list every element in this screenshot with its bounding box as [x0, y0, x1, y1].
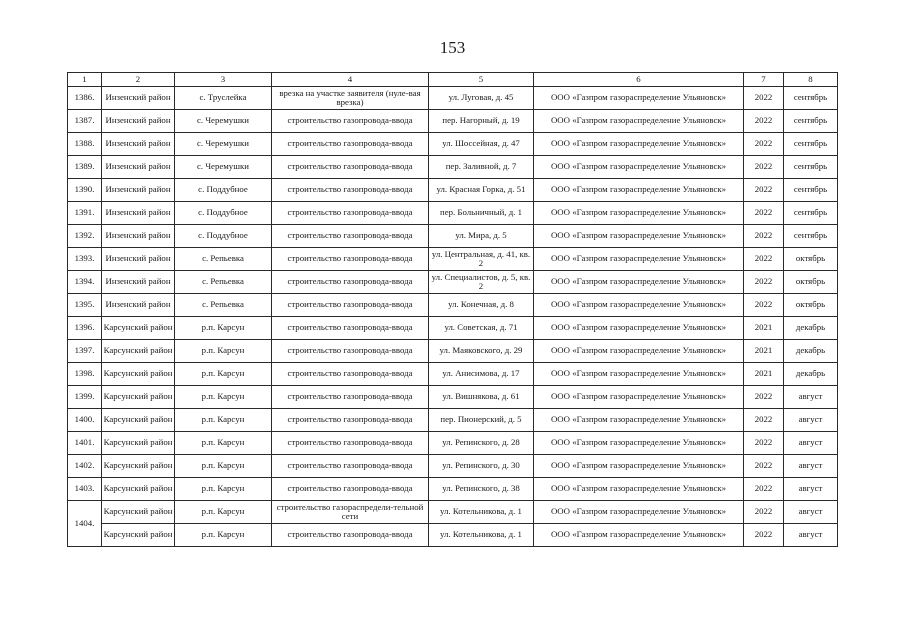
table-row: [68, 501, 838, 524]
row-number: 1397.: [68, 340, 102, 363]
table-row: [68, 455, 838, 478]
district-cell: Инзенский район: [102, 87, 175, 110]
address-cell: пер. Нагорный, д. 19: [429, 110, 534, 133]
work-type-cell: строительство газопровода-ввода: [272, 340, 429, 363]
table-row: [68, 87, 838, 110]
year-cell: 2022: [744, 156, 784, 179]
organization-cell: ООО «Газпром газораспределение Ульяновск»: [534, 524, 744, 547]
organization-cell: ООО «Газпром газораспределение Ульяновск»: [534, 133, 744, 156]
table-row: [68, 317, 838, 340]
row-number: 1388.: [68, 133, 102, 156]
year-cell: 2022: [744, 179, 784, 202]
column-header: 5: [429, 73, 534, 87]
month-cell: сентябрь: [784, 133, 838, 156]
year-cell: 2022: [744, 409, 784, 432]
column-header: 3: [175, 73, 272, 87]
address-cell: ул. Анисимова, д. 17: [429, 363, 534, 386]
settlement-cell: р.п. Карсун: [175, 524, 272, 547]
year-cell: 2022: [744, 501, 784, 524]
row-number: 1386.: [68, 87, 102, 110]
row-number: 1394.: [68, 271, 102, 294]
year-cell: 2022: [744, 455, 784, 478]
work-type-cell: строительство газопровода-ввода: [272, 455, 429, 478]
row-number: 1389.: [68, 156, 102, 179]
year-cell: 2022: [744, 248, 784, 271]
year-cell: 2022: [744, 386, 784, 409]
work-type-cell: строительство газопровода-ввода: [272, 179, 429, 202]
district-cell: Инзенский район: [102, 156, 175, 179]
settlement-cell: с. Репьевка: [175, 271, 272, 294]
table-row: [68, 248, 838, 271]
organization-cell: ООО «Газпром газораспределение Ульяновск»: [534, 340, 744, 363]
table-row: [68, 133, 838, 156]
address-cell: ул. Котельникова, д. 1: [429, 524, 534, 547]
organization-cell: ООО «Газпром газораспределение Ульяновск»: [534, 478, 744, 501]
row-number: 1393.: [68, 248, 102, 271]
column-header: 6: [534, 73, 744, 87]
month-cell: декабрь: [784, 317, 838, 340]
column-header: 1: [68, 73, 102, 87]
district-cell: Карсунский район: [102, 340, 175, 363]
row-number: 1392.: [68, 225, 102, 248]
work-type-cell: строительство газопровода-ввода: [272, 432, 429, 455]
table-header-row: [68, 73, 838, 87]
settlement-cell: р.п. Карсун: [175, 455, 272, 478]
address-cell: ул. Репинского, д. 30: [429, 455, 534, 478]
work-type-cell: врезка на участке заявителя (нуле-вая врезка): [272, 87, 429, 110]
year-cell: 2022: [744, 524, 784, 547]
table-row: [68, 524, 838, 547]
year-cell: 2022: [744, 133, 784, 156]
column-header: 7: [744, 73, 784, 87]
organization-cell: ООО «Газпром газораспределение Ульяновск»: [534, 179, 744, 202]
organization-cell: ООО «Газпром газораспределение Ульяновск»: [534, 317, 744, 340]
row-number: 1395.: [68, 294, 102, 317]
organization-cell: ООО «Газпром газораспределение Ульяновск»: [534, 271, 744, 294]
district-cell: Инзенский район: [102, 225, 175, 248]
month-cell: октябрь: [784, 271, 838, 294]
month-cell: август: [784, 409, 838, 432]
month-cell: сентябрь: [784, 179, 838, 202]
district-cell: Карсунский район: [102, 363, 175, 386]
month-cell: сентябрь: [784, 202, 838, 225]
column-header: 8: [784, 73, 838, 87]
address-cell: ул. Шоссейная, д. 47: [429, 133, 534, 156]
month-cell: октябрь: [784, 294, 838, 317]
address-cell: пер. Больничный, д. 1: [429, 202, 534, 225]
work-type-cell: строительство газопровода-ввода: [272, 202, 429, 225]
work-type-cell: строительство газопровода-ввода: [272, 409, 429, 432]
work-type-cell: строительство газопровода-ввода: [272, 363, 429, 386]
year-cell: 2022: [744, 202, 784, 225]
organization-cell: ООО «Газпром газораспределение Ульяновск»: [534, 225, 744, 248]
address-cell: пер. Заливной, д. 7: [429, 156, 534, 179]
settlement-cell: р.п. Карсун: [175, 432, 272, 455]
address-cell: ул. Репинского, д. 28: [429, 432, 534, 455]
organization-cell: ООО «Газпром газораспределение Ульяновск»: [534, 294, 744, 317]
address-cell: ул. Маяковского, д. 29: [429, 340, 534, 363]
organization-cell: ООО «Газпром газораспределение Ульяновск»: [534, 248, 744, 271]
month-cell: август: [784, 478, 838, 501]
work-type-cell: строительство газопровода-ввода: [272, 317, 429, 340]
table-row: [68, 179, 838, 202]
settlement-cell: р.п. Карсун: [175, 386, 272, 409]
row-number: 1400.: [68, 409, 102, 432]
month-cell: август: [784, 501, 838, 524]
address-cell: ул. Репинского, д. 38: [429, 478, 534, 501]
district-cell: Карсунский район: [102, 501, 175, 524]
table-row: [68, 294, 838, 317]
month-cell: август: [784, 386, 838, 409]
row-number: 1402.: [68, 455, 102, 478]
organization-cell: ООО «Газпром газораспределение Ульяновск»: [534, 87, 744, 110]
organization-cell: ООО «Газпром газораспределение Ульяновск»: [534, 409, 744, 432]
district-cell: Инзенский район: [102, 110, 175, 133]
district-cell: Карсунский район: [102, 455, 175, 478]
month-cell: август: [784, 524, 838, 547]
district-cell: Инзенский район: [102, 294, 175, 317]
month-cell: август: [784, 455, 838, 478]
table-row: [68, 409, 838, 432]
address-cell: пер. Пионерский, д. 5: [429, 409, 534, 432]
year-cell: 2022: [744, 225, 784, 248]
row-number: 1391.: [68, 202, 102, 225]
month-cell: сентябрь: [784, 156, 838, 179]
settlement-cell: с. Репьевка: [175, 248, 272, 271]
row-number: 1404.: [68, 501, 102, 547]
district-cell: Карсунский район: [102, 432, 175, 455]
month-cell: сентябрь: [784, 87, 838, 110]
address-cell: ул. Котельникова, д. 1: [429, 501, 534, 524]
address-cell: ул. Советская, д. 71: [429, 317, 534, 340]
address-cell: ул. Специалистов, д. 5, кв. 2: [429, 271, 534, 294]
work-type-cell: строительство газопровода-ввода: [272, 271, 429, 294]
address-cell: ул. Мира, д. 5: [429, 225, 534, 248]
settlement-cell: с. Труслейка: [175, 87, 272, 110]
organization-cell: ООО «Газпром газораспределение Ульяновск»: [534, 455, 744, 478]
year-cell: 2022: [744, 87, 784, 110]
table-row: [68, 340, 838, 363]
settlement-cell: с. Черемушки: [175, 133, 272, 156]
table-row: [68, 363, 838, 386]
row-number: 1401.: [68, 432, 102, 455]
settlement-cell: р.п. Карсун: [175, 478, 272, 501]
month-cell: сентябрь: [784, 225, 838, 248]
settlement-cell: с. Поддубное: [175, 202, 272, 225]
work-type-cell: строительство газопровода-ввода: [272, 133, 429, 156]
work-type-cell: строительство газопровода-ввода: [272, 294, 429, 317]
table-row: [68, 478, 838, 501]
column-header: 4: [272, 73, 429, 87]
settlement-cell: с. Черемушки: [175, 110, 272, 133]
year-cell: 2022: [744, 432, 784, 455]
table-row: [68, 386, 838, 409]
district-cell: Инзенский район: [102, 202, 175, 225]
table-row: [68, 432, 838, 455]
work-type-cell: строительство газопровода-ввода: [272, 478, 429, 501]
table-row: [68, 110, 838, 133]
work-type-cell: строительство газопровода-ввода: [272, 110, 429, 133]
year-cell: 2021: [744, 340, 784, 363]
table-row: [68, 202, 838, 225]
settlement-cell: р.п. Карсун: [175, 363, 272, 386]
table-row: [68, 156, 838, 179]
settlement-cell: р.п. Карсун: [175, 409, 272, 432]
column-header: 2: [102, 73, 175, 87]
year-cell: 2022: [744, 478, 784, 501]
work-type-cell: строительство газопровода-ввода: [272, 156, 429, 179]
settlement-cell: с. Репьевка: [175, 294, 272, 317]
settlement-cell: с. Поддубное: [175, 179, 272, 202]
work-type-cell: строительство газопровода-ввода: [272, 524, 429, 547]
address-cell: ул. Луговая, д. 45: [429, 87, 534, 110]
year-cell: 2021: [744, 317, 784, 340]
organization-cell: ООО «Газпром газораспределение Ульяновск»: [534, 501, 744, 524]
table-row: [68, 225, 838, 248]
row-number: 1403.: [68, 478, 102, 501]
work-type-cell: строительство газопровода-ввода: [272, 225, 429, 248]
organization-cell: ООО «Газпром газораспределение Ульяновск»: [534, 156, 744, 179]
district-cell: Карсунский район: [102, 478, 175, 501]
row-number: 1387.: [68, 110, 102, 133]
settlement-cell: р.п. Карсун: [175, 317, 272, 340]
row-number: 1398.: [68, 363, 102, 386]
address-cell: ул. Центральная, д. 41, кв. 2: [429, 248, 534, 271]
district-cell: Карсунский район: [102, 409, 175, 432]
organization-cell: ООО «Газпром газораспределение Ульяновск»: [534, 386, 744, 409]
organization-cell: ООО «Газпром газораспределение Ульяновск»: [534, 110, 744, 133]
work-type-cell: строительство газопровода-ввода: [272, 386, 429, 409]
month-cell: сентябрь: [784, 110, 838, 133]
settlement-cell: с. Поддубное: [175, 225, 272, 248]
work-type-cell: строительство газораспредели-тельной сети: [272, 501, 429, 524]
address-cell: ул. Красная Горка, д. 51: [429, 179, 534, 202]
district-cell: Карсунский район: [102, 386, 175, 409]
settlement-cell: р.п. Карсун: [175, 501, 272, 524]
district-cell: Карсунский район: [102, 317, 175, 340]
page-number: 153: [439, 38, 466, 57]
row-number: 1396.: [68, 317, 102, 340]
organization-cell: ООО «Газпром газораспределение Ульяновск»: [534, 363, 744, 386]
row-number: 1399.: [68, 386, 102, 409]
gas-connection-table: [67, 72, 838, 547]
district-cell: Карсунский район: [102, 524, 175, 547]
month-cell: октябрь: [784, 248, 838, 271]
settlement-cell: р.п. Карсун: [175, 340, 272, 363]
year-cell: 2022: [744, 294, 784, 317]
table-row: [68, 271, 838, 294]
month-cell: август: [784, 432, 838, 455]
district-cell: Инзенский район: [102, 179, 175, 202]
month-cell: декабрь: [784, 363, 838, 386]
row-number: 1390.: [68, 179, 102, 202]
district-cell: Инзенский район: [102, 248, 175, 271]
organization-cell: ООО «Газпром газораспределение Ульяновск»: [534, 202, 744, 225]
district-cell: Инзенский район: [102, 133, 175, 156]
month-cell: декабрь: [784, 340, 838, 363]
year-cell: 2022: [744, 110, 784, 133]
address-cell: ул. Вишнякова, д. 61: [429, 386, 534, 409]
settlement-cell: с. Черемушки: [175, 156, 272, 179]
work-type-cell: строительство газопровода-ввода: [272, 248, 429, 271]
organization-cell: ООО «Газпром газораспределение Ульяновск»: [534, 432, 744, 455]
address-cell: ул. Конечная, д. 8: [429, 294, 534, 317]
district-cell: Инзенский район: [102, 271, 175, 294]
year-cell: 2021: [744, 363, 784, 386]
year-cell: 2022: [744, 271, 784, 294]
